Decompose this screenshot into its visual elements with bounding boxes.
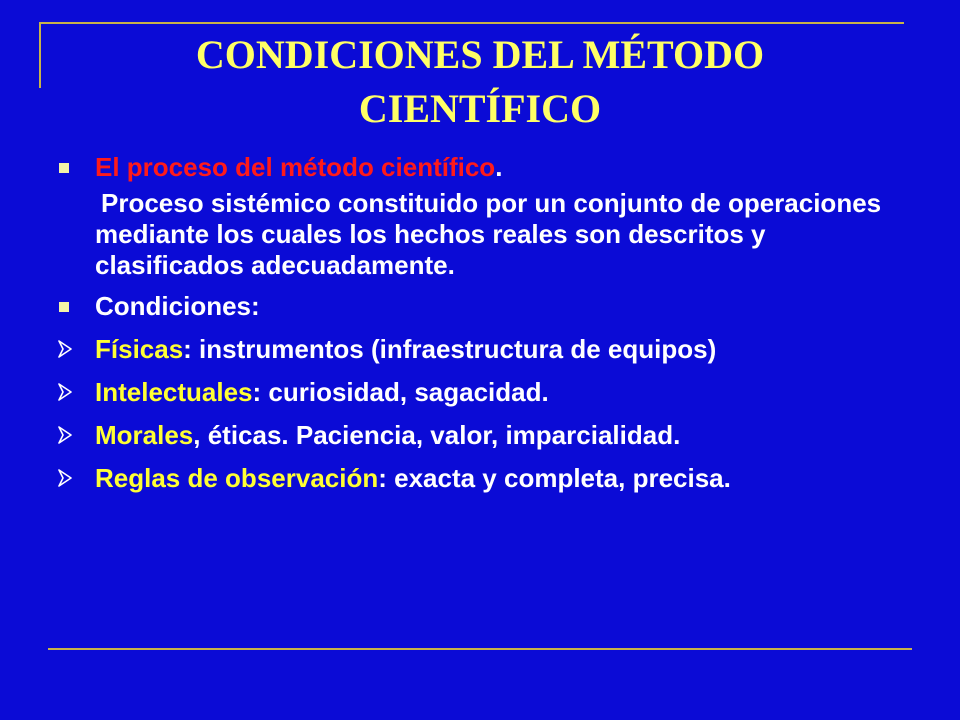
sub-bullet-highlight: Intelectuales [95, 377, 253, 407]
bullet-item-condiciones [56, 291, 906, 322]
bottom-rule [48, 648, 912, 650]
left-rule [39, 22, 41, 88]
sub-bullet-text: : exacta y completa, precisa. [378, 463, 731, 493]
title-line-2: CIENTÍFICO [358, 86, 602, 131]
slide-title [90, 28, 870, 136]
sub-bullet-highlight: Morales [95, 420, 194, 450]
bullet-text: . [495, 152, 503, 182]
bullet-body-proceso: Proceso sistémico constituido por un conjunto de operaciones mediante los cuales los hechos reales son descritos y clasificados adecuadamente. [95, 188, 882, 280]
top-rule [40, 22, 904, 24]
bullet-text: Condiciones: [95, 291, 260, 321]
sub-bullet-highlight: Reglas de observación [95, 463, 379, 493]
square-bullet-icon [59, 302, 69, 312]
bullet-list [56, 152, 906, 506]
title-line-1: CONDICIONES DEL MÉTODO [195, 32, 765, 77]
arrow-bullet-icon [57, 469, 73, 487]
sub-bullet-fisicas [56, 334, 906, 365]
arrow-bullet-icon [57, 426, 73, 444]
bullet-item-proceso [56, 152, 906, 183]
square-bullet-icon [59, 163, 69, 173]
arrow-bullet-icon [57, 340, 73, 358]
sub-bullet-text: : instrumentos (infraestructura de equipos) [183, 334, 717, 364]
sub-bullet-intelectuales [56, 377, 906, 408]
sub-bullet-reglas [56, 463, 906, 494]
arrow-bullet-icon [57, 383, 73, 401]
bullet-highlight: El proceso del método científico [95, 152, 496, 182]
sub-bullet-highlight: Físicas [95, 334, 184, 364]
sub-bullet-morales [56, 420, 906, 451]
sub-bullet-text: , éticas. Paciencia, valor, imparcialidad. [193, 420, 681, 450]
sub-bullet-text: : curiosidad, sagacidad. [252, 377, 549, 407]
